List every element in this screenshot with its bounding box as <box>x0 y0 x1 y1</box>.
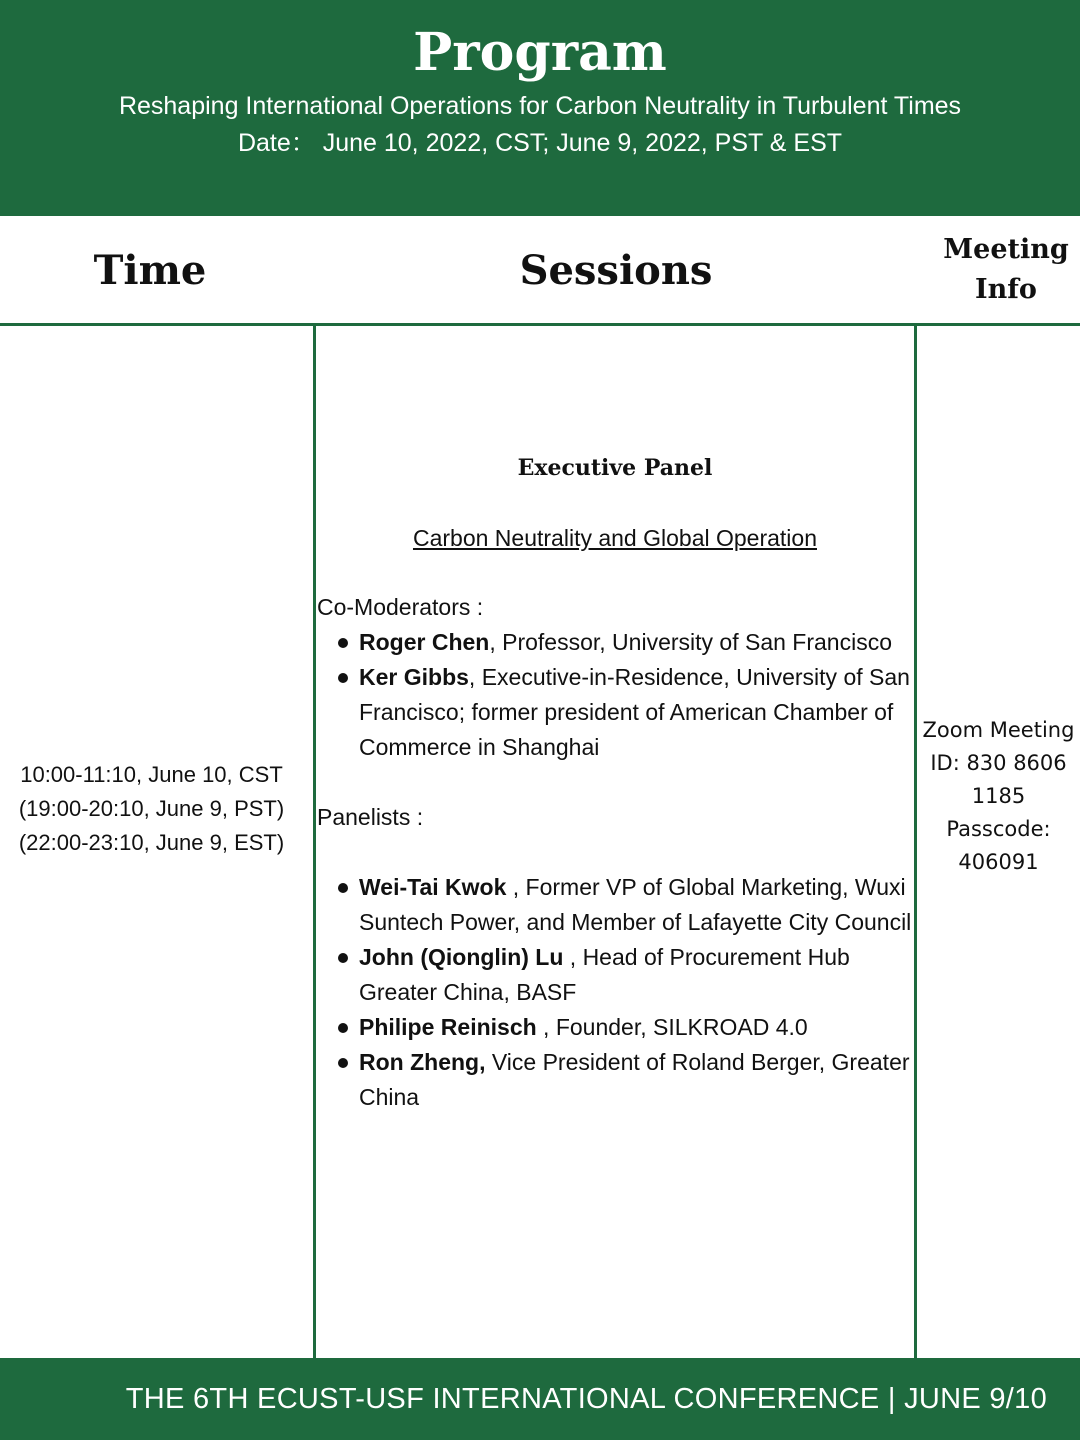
panelist-name: Ron Zheng, <box>359 1049 486 1075</box>
panelists-label: Panelists : <box>317 804 424 830</box>
session-time <box>0 758 303 860</box>
moderators-list <box>336 625 914 765</box>
moderators-label: Co-Moderators : <box>317 594 484 620</box>
moderator-desc: , Professor, University of San Francisco <box>489 629 892 655</box>
page-title: Program <box>413 22 667 83</box>
list-item <box>336 1010 914 1045</box>
session-title: Executive Panel <box>517 455 713 481</box>
list-item <box>336 870 914 940</box>
moderator-desc: , Executive-in-Residence, University of San Francisco; former president of American Chamber of Commerce in Shanghai <box>359 664 910 760</box>
panelists-list <box>336 870 914 1115</box>
column-header-meeting-info <box>918 216 1080 324</box>
panelist-desc: , Founder, SILKROAD 4.0 <box>536 1014 808 1040</box>
panelist-name: Wei-Tai Kwok <box>359 874 507 900</box>
meeting-header-line-2: Info <box>975 274 1037 305</box>
panelist-name: John (Qionglin) Lu <box>359 944 564 970</box>
meeting-id: ID: 830 8606 <box>930 751 1067 775</box>
meeting-info <box>917 714 1080 879</box>
column-header-time: Time <box>93 246 207 294</box>
panelist-desc: , Head of Procurement Hub Greater China, BASF <box>359 944 850 1005</box>
list-item <box>336 625 914 660</box>
passcode-value: 406091 <box>958 850 1039 874</box>
conference-date: Date： June 10, 2022, CST; June 9, 2022, PST & EST <box>237 129 843 157</box>
panelist-desc: , Former VP of Global Marketing, Wuxi Suntech Power, and Member of Lafayette City Council <box>359 874 912 935</box>
column-header-sessions: Sessions <box>519 246 713 294</box>
header-divider <box>0 323 1080 326</box>
footer-text: THE 6TH ECUST-USF INTERNATIONAL CONFERENCE | JUNE 9/10 <box>125 1382 1047 1415</box>
moderator-name: Roger Chen <box>359 629 490 655</box>
program-header <box>0 0 1080 216</box>
time-pst: (19:00-20:10, June 9, PST) <box>18 796 285 821</box>
panelist-name: Philipe Reinisch <box>359 1014 537 1040</box>
moderator-name: Ker Gibbs <box>359 664 469 690</box>
time-est: (22:00-23:10, June 9, EST) <box>18 830 285 855</box>
list-item <box>336 940 914 1010</box>
meeting-id-cont: 1185 <box>971 784 1026 808</box>
meeting-header-line-1: Meeting <box>943 234 1069 265</box>
list-item <box>336 1045 914 1115</box>
passcode-label: Passcode: <box>946 817 1051 841</box>
session-topic: Carbon Neutrality and Global Operation <box>412 525 817 551</box>
meeting-platform: Zoom Meeting <box>922 718 1075 742</box>
list-item <box>336 660 914 765</box>
panelist-desc: Vice President of Roland Berger, Greater China <box>359 1049 910 1110</box>
conference-subtitle: Reshaping International Operations for Carbon Neutrality in Turbulent Times <box>118 92 962 120</box>
conference-footer <box>0 1358 1080 1440</box>
time-cst: 10:00-11:10, June 10, CST <box>20 762 283 787</box>
